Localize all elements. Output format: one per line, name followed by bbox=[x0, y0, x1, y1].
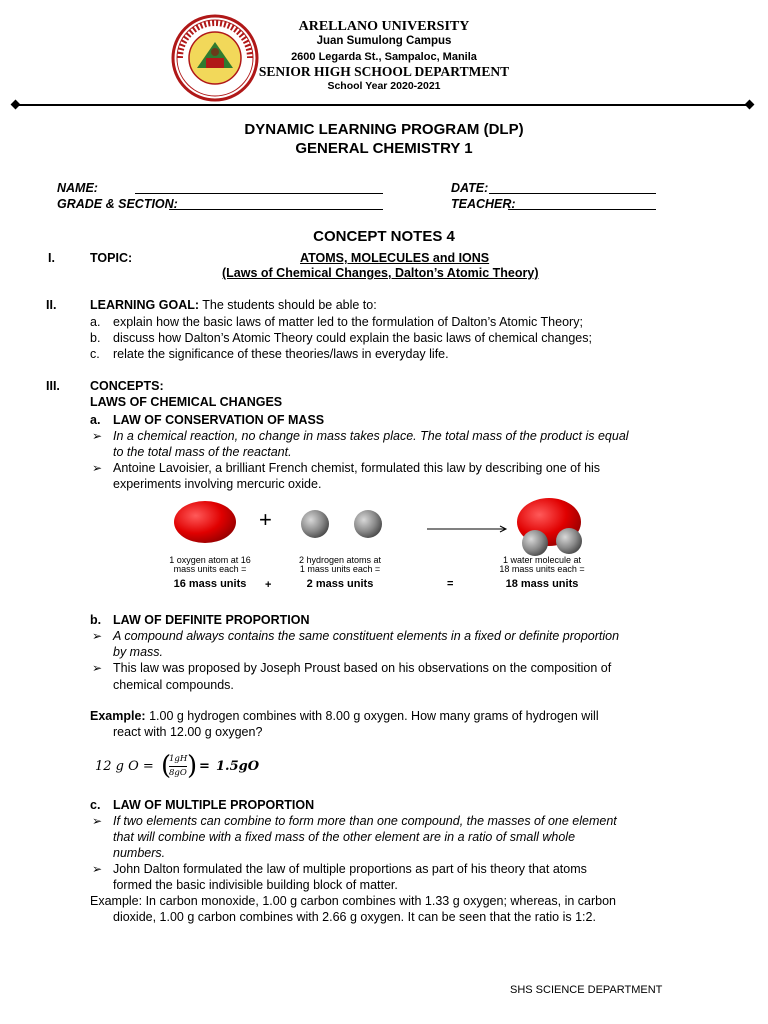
fraction-bar bbox=[169, 766, 187, 767]
grade-section-field[interactable] bbox=[169, 197, 383, 210]
law-a-bullet2-line2: experiments involving mercuric oxide. bbox=[113, 477, 322, 491]
divider-end-left bbox=[11, 100, 21, 110]
oxygen-atom bbox=[174, 501, 236, 543]
water-hydrogen-2 bbox=[556, 528, 582, 554]
bullet-arrow-icon: ➢ bbox=[92, 814, 103, 828]
example2-line1: Example: In carbon monoxide, 1.00 g carbon combines with 1.33 g oxygen; whereas, in carbon bbox=[90, 894, 617, 908]
bullet-arrow-icon: ➢ bbox=[92, 629, 103, 643]
law-a-marker: a. bbox=[90, 413, 101, 427]
example1-label: Example: bbox=[90, 709, 146, 723]
law-b-bullet1-line2: by mass. bbox=[113, 645, 164, 659]
mass-16-units: 16 mass units bbox=[173, 578, 247, 590]
learning-goal-heading bbox=[90, 298, 377, 312]
law-b-marker: b. bbox=[90, 613, 102, 627]
equation-lhs: 12 g O = bbox=[95, 759, 154, 774]
hydrogen-caption-line1: 2 hydrogen atoms at bbox=[298, 555, 382, 565]
concepts-number: III. bbox=[46, 379, 60, 393]
mass-plus-operator: + bbox=[265, 579, 272, 591]
law-b-bullet2-line1: This law was proposed by Joseph Proust based on his observations on the composition of bbox=[113, 661, 612, 675]
law-a-bullet1-line2: to the total mass of the reactant. bbox=[113, 445, 292, 459]
equation-result: 1.5gO bbox=[216, 759, 260, 774]
law-a-bullet2-line1: Antoine Lavoisier, a brilliant French chemist, formulated this law by describing one of his bbox=[113, 461, 601, 475]
example1-line1 bbox=[90, 709, 599, 723]
school-year: School Year 2020-2021 bbox=[327, 80, 441, 92]
teacher-field[interactable] bbox=[508, 197, 656, 210]
department-name: SENIOR HIGH SCHOOL DEPARTMENT bbox=[258, 64, 510, 79]
name-label: NAME: bbox=[57, 181, 98, 195]
header-divider bbox=[16, 104, 750, 106]
law-c-bullet1-line3: numbers. bbox=[113, 846, 166, 860]
concepts-label: CONCEPTS: bbox=[90, 379, 164, 393]
topic-number: I. bbox=[48, 251, 55, 265]
goal-item-a: explain how the basic laws of matter led to the formulation of Dalton’s Atomic Theory; bbox=[113, 315, 583, 329]
topic-title: ATOMS, MOLECULES and IONS bbox=[300, 251, 490, 265]
subject-title: GENERAL CHEMISTRY 1 bbox=[295, 140, 473, 157]
example1-line2: react with 12.00 g oxygen? bbox=[113, 725, 263, 739]
example2-line2: dioxide, 1.00 g carbon combines with 2.66 g oxygen. It can be seen that the ratio is 1:2. bbox=[113, 910, 596, 924]
grade-section-label: GRADE & SECTION: bbox=[57, 197, 178, 211]
oxygen-caption-line2: mass units each = bbox=[173, 564, 247, 574]
mass-2-units: 2 mass units bbox=[306, 578, 374, 590]
goal-item-c: relate the significance of these theories/laws in everyday life. bbox=[113, 347, 449, 361]
law-c-bullet1-line2: that will combine with a fixed mass of the other element are in a ratio of small whole bbox=[113, 830, 576, 844]
bullet-arrow-icon: ➢ bbox=[92, 862, 103, 876]
campus-address: 2600 Legarda St., Sampaloc, Manila bbox=[291, 51, 477, 63]
water-caption-line2: 18 mass units each = bbox=[499, 564, 585, 574]
fraction-denominator: 8gO bbox=[169, 768, 187, 778]
university-name: ARELLANO UNIVERSITY bbox=[298, 19, 470, 34]
name-field[interactable] bbox=[135, 181, 383, 194]
footer-department: SHS SCIENCE DEPARTMENT bbox=[510, 984, 663, 996]
water-hydrogen-1 bbox=[522, 530, 548, 556]
hydrogen-caption-line2: 1 mass units each = bbox=[299, 564, 381, 574]
hydrogen-atom-1 bbox=[301, 510, 329, 538]
topic-subtitle: (Laws of Chemical Changes, Dalton’s Atomic Theory) bbox=[222, 266, 539, 280]
mass-18-units: 18 mass units bbox=[505, 578, 579, 590]
law-b-title: LAW OF DEFINITE PROPORTION bbox=[113, 613, 310, 627]
law-c-bullet2-line1: John Dalton formulated the law of multiple proportions as part of his theory that atoms bbox=[113, 862, 587, 876]
date-field[interactable] bbox=[489, 181, 656, 194]
equation-left-paren: ( bbox=[161, 751, 172, 781]
bullet-arrow-icon: ➢ bbox=[92, 661, 103, 675]
hydrogen-atom-2 bbox=[354, 510, 382, 538]
law-c-title: LAW OF MULTIPLE PROPORTION bbox=[113, 798, 315, 812]
teacher-label: TEACHER: bbox=[451, 197, 516, 211]
example1-text: 1.00 g hydrogen combines with 8.00 g oxygen. How many grams of hydrogen will bbox=[145, 709, 599, 723]
goal-item-a-marker: a. bbox=[90, 315, 101, 329]
divider-end-right bbox=[745, 100, 755, 110]
fraction-numerator: 1gH bbox=[169, 754, 188, 764]
law-b-bullet1-line1: A compound always contains the same constituent elements in a fixed or definite proportion bbox=[113, 629, 620, 643]
laws-subheading: LAWS OF CHEMICAL CHANGES bbox=[90, 395, 283, 409]
program-title: DYNAMIC LEARNING PROGRAM (DLP) bbox=[244, 121, 524, 138]
goal-item-b: discuss how Dalton’s Atomic Theory could explain the basic laws of chemical changes; bbox=[113, 331, 592, 345]
law-a-title: LAW OF CONSERVATION OF MASS bbox=[113, 413, 325, 427]
law-c-bullet2-line2: formed the basic indivisible building block of matter. bbox=[113, 878, 398, 892]
topic-label: TOPIC: bbox=[90, 251, 133, 265]
learning-goal-label: LEARNING GOAL: bbox=[90, 298, 200, 312]
goal-item-c-marker: c. bbox=[90, 347, 100, 361]
goal-item-b-marker: b. bbox=[90, 331, 101, 345]
law-c-bullet1-line1: If two elements can combine to form more than one compound, the masses of one element bbox=[113, 814, 617, 828]
learning-goal-intro: The students should be able to: bbox=[199, 298, 377, 312]
equation-right-paren: ) bbox=[187, 751, 198, 781]
equation-equals: = bbox=[199, 759, 210, 774]
date-label: DATE: bbox=[451, 181, 489, 195]
law-b-bullet2-line2: chemical compounds. bbox=[113, 678, 234, 692]
plus-symbol: + bbox=[259, 507, 272, 532]
water-caption-line1: 1 water molecule at bbox=[502, 555, 582, 565]
law-a-bullet1-line1: In a chemical reaction, no change in mass takes place. The total mass of the product is equal bbox=[113, 429, 629, 443]
bullet-arrow-icon: ➢ bbox=[92, 429, 103, 443]
oxygen-caption-line1: 1 oxygen atom at 16 bbox=[169, 555, 251, 565]
goal-number: II. bbox=[46, 298, 57, 312]
concept-notes-title: CONCEPT NOTES 4 bbox=[313, 228, 455, 245]
law-c-marker: c. bbox=[90, 798, 101, 812]
campus-name: Juan Sumulong Campus bbox=[316, 35, 452, 47]
bullet-arrow-icon: ➢ bbox=[92, 461, 103, 475]
mass-equals-operator: = bbox=[447, 578, 454, 590]
conservation-of-mass-diagram bbox=[150, 496, 600, 596]
